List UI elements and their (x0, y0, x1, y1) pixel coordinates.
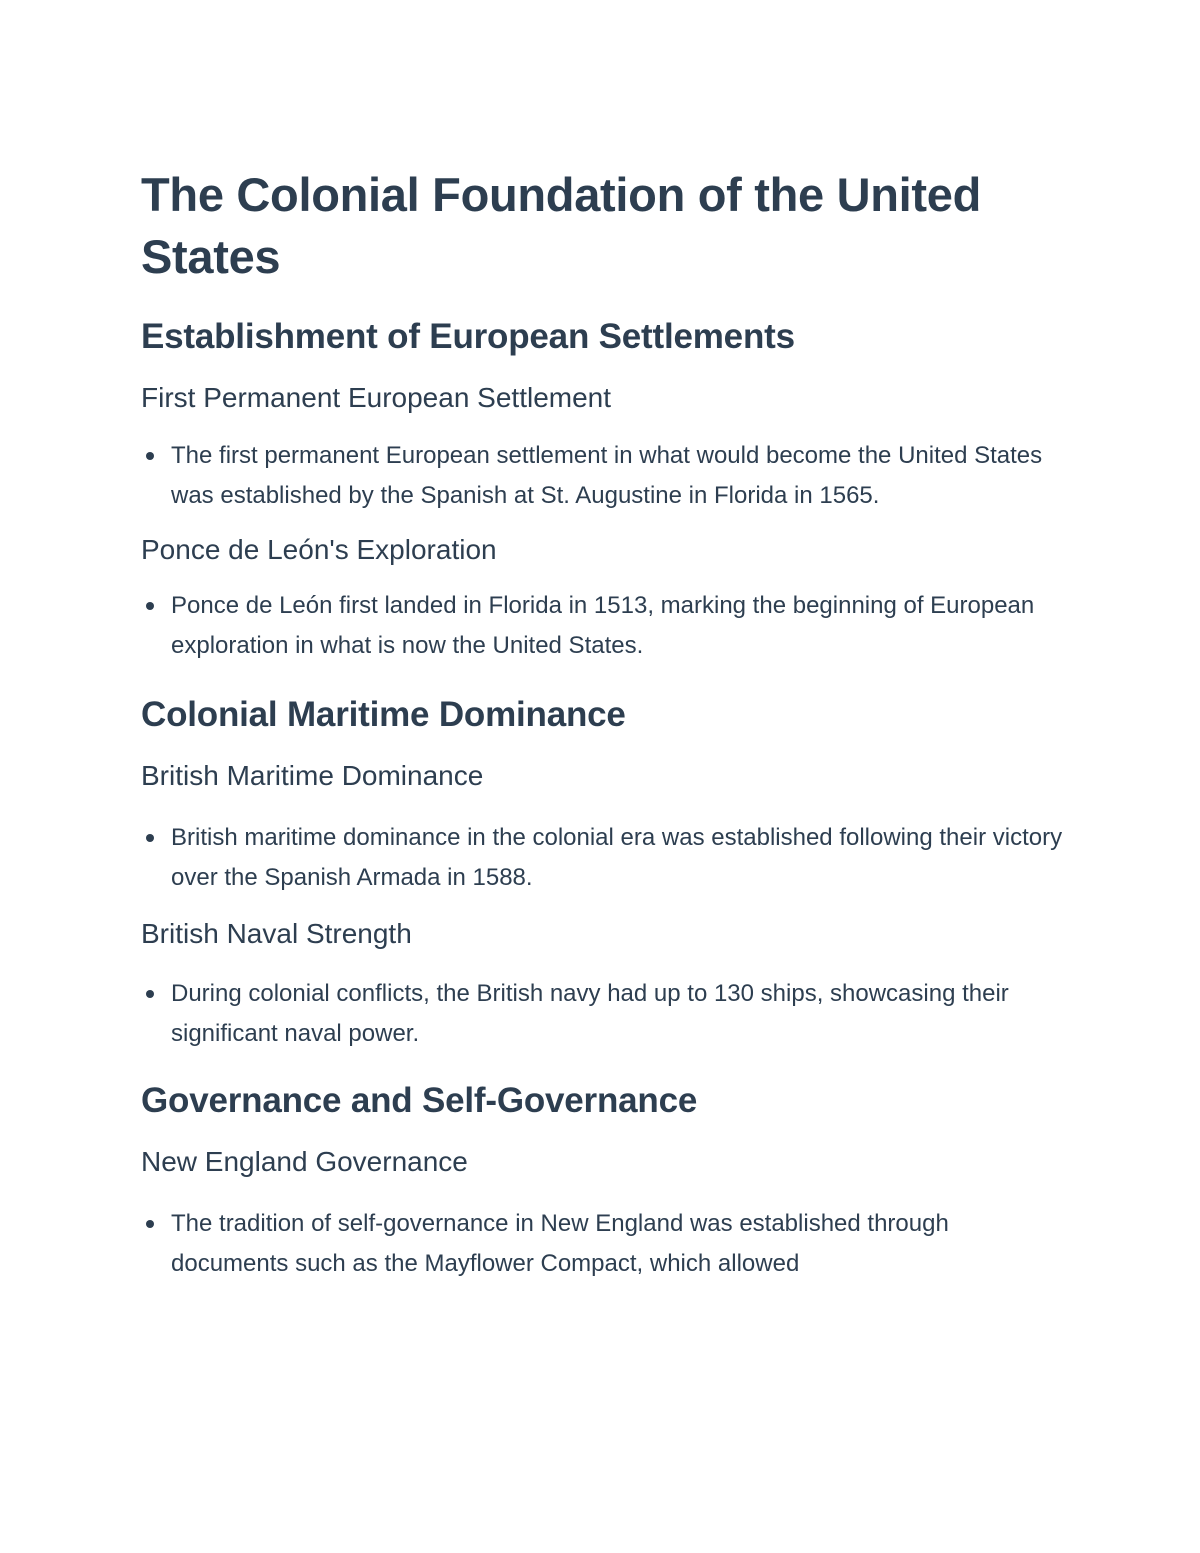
subsection-heading: New England Governance (141, 1146, 468, 1177)
bullet-text: Ponce de León first landed in Florida in 1513, marking the beginning of European exploration in what is now the United States. (171, 592, 1035, 659)
list-item (171, 974, 1070, 1054)
bullet-text: During colonial conflicts, the British navy had up to 130 ships, showcasing their significant naval power. (171, 980, 1009, 1047)
section-heading: Governance and Self-Governance (141, 1081, 698, 1120)
list-item (171, 436, 1070, 516)
bullet-icon (146, 834, 154, 842)
bullet-icon (146, 1220, 154, 1228)
bullet-text: The tradition of self-governance in New England was established through documents such as the Mayflower Compact, which allowed (171, 1210, 949, 1277)
subsection-heading: First Permanent European Settlement (141, 382, 612, 413)
bullet-icon (146, 452, 154, 460)
bullet-text: The first permanent European settlement in what would become the United States was established by the Spanish at St. Augustine in Florida in 1565. (171, 442, 1043, 509)
bullet-list (141, 1204, 1070, 1284)
subsection-british-naval (141, 916, 1070, 1054)
section-maritime-dominance (141, 692, 1070, 1054)
list-item (171, 586, 1070, 666)
section-heading: Colonial Maritime Dominance (141, 695, 626, 734)
list-item (171, 1204, 1070, 1284)
subsection-new-england (141, 1144, 1070, 1284)
bullet-icon (146, 602, 154, 610)
document-title: The Colonial Foundation of the United States (141, 168, 982, 283)
subsection-heading: Ponce de León's Exploration (141, 534, 497, 565)
subsection-british-maritime (141, 758, 1070, 898)
subsection-first-settlement (141, 380, 1070, 516)
list-item (171, 818, 1070, 898)
subsection-ponce-de-leon (141, 532, 1070, 666)
bullet-list (141, 818, 1070, 898)
subsection-heading: British Maritime Dominance (141, 760, 484, 791)
bullet-list (141, 974, 1070, 1054)
subsection-heading: British Naval Strength (141, 918, 412, 949)
bullet-text: British maritime dominance in the colonial era was established following their victory over the Spanish Armada in 1588. (171, 824, 1063, 891)
bullet-icon (146, 990, 154, 998)
section-heading: Establishment of European Settlements (141, 317, 795, 356)
bullet-list (141, 586, 1070, 666)
section-governance (141, 1078, 1070, 1284)
section-european-settlements (141, 314, 1070, 666)
bullet-list (141, 436, 1070, 516)
